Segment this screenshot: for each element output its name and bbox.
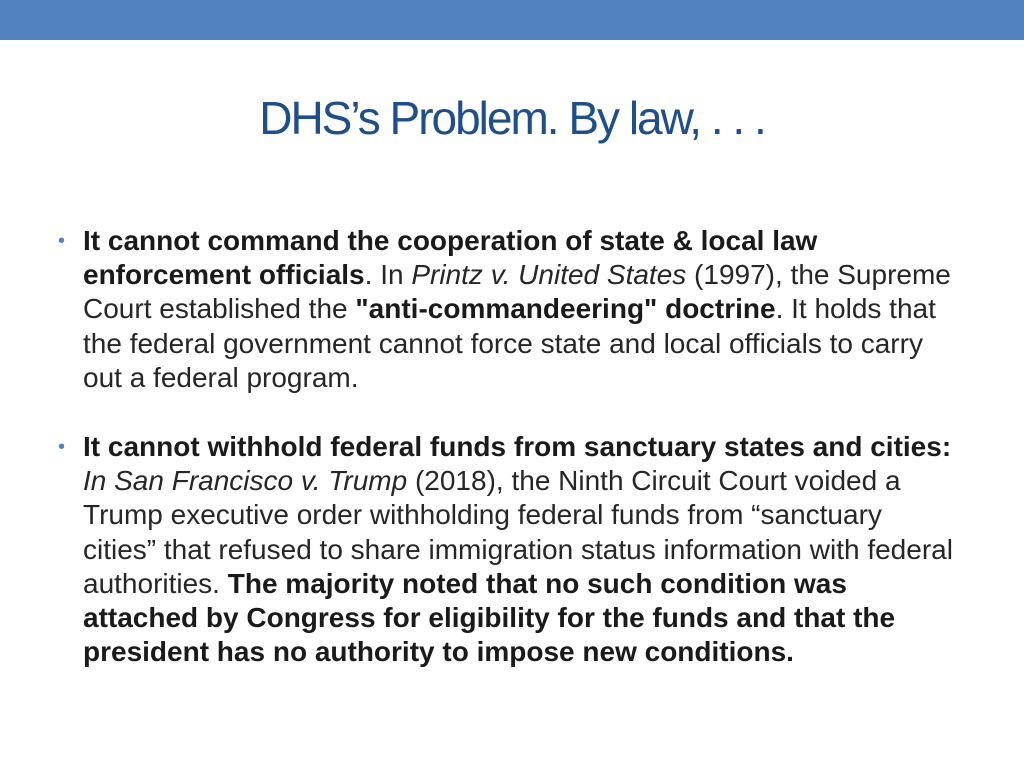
bullet-1-text-b: (1997), the Supreme Court established the bbox=[83, 259, 951, 325]
bullet-2-conclusion: The majority noted that no such condition was attached by Congress for eligibility for the funds and that the president has no authority to impose new conditions. bbox=[83, 567, 896, 668]
bullet-item-2 bbox=[58, 430, 958, 669]
bullet-dot-icon: • bbox=[58, 230, 66, 252]
slide-title: DHS’s Problem. By law, . . . bbox=[259, 92, 765, 144]
slide-body bbox=[58, 224, 958, 669]
bullet-1-text-c: . It holds that the federal government cannot force state and local officials to carry out a federal program. bbox=[83, 293, 936, 393]
header-accent-bar bbox=[0, 0, 1024, 40]
bullet-1-lead-text: It cannot command the cooperation of state & local law enforcement officials bbox=[83, 225, 818, 291]
bullet-2-case-name: In San Francisco v. Trump bbox=[83, 465, 408, 497]
bullet-2-text-a: (2018), the Ninth Circuit Court voided a Trump executive order withholding federal funds from “sanctuary cities” that refused to share immigration status information with federal authorities. bbox=[83, 465, 953, 599]
bullet-dot-icon: • bbox=[58, 436, 66, 459]
bullet-2-lead-text: It cannot withhold federal funds from sanctuary states and cities: bbox=[83, 431, 952, 463]
bullet-1-doctrine: "anti-commandeering" doctrine bbox=[355, 293, 776, 325]
bullet-1-text-a: . In bbox=[364, 259, 412, 291]
bullet-item-1 bbox=[58, 224, 958, 395]
bullet-1-case-name: Printz v. United States bbox=[411, 259, 687, 291]
